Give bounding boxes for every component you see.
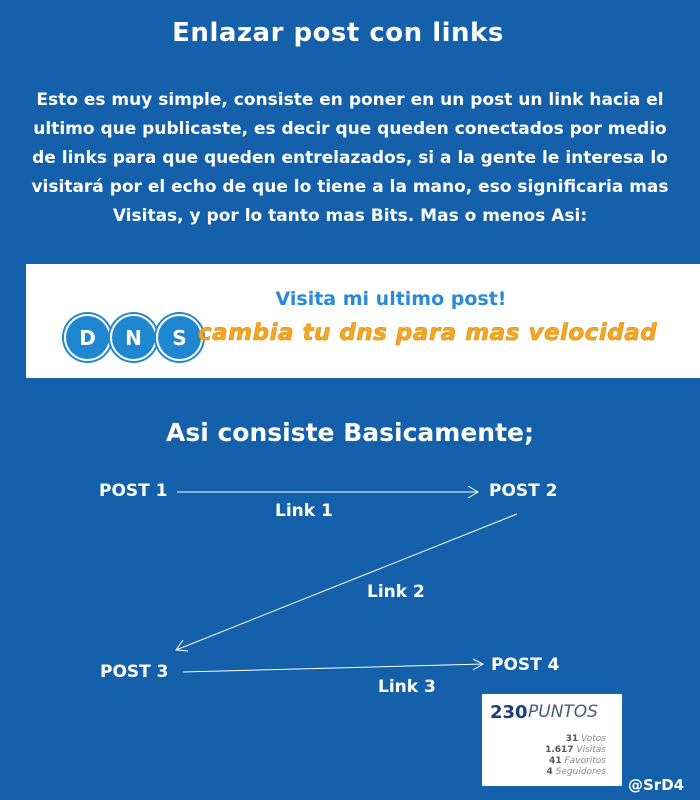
dns-logo-letter-n: N	[110, 314, 157, 361]
stat-votes: 31 Votos	[565, 734, 606, 744]
stat-visits: 1.617 Visitas	[545, 745, 606, 755]
page-title: Enlazar post con links	[172, 18, 504, 48]
post-1-label: POST 1	[99, 481, 168, 501]
author-signature: @SrD4	[628, 776, 685, 794]
section-subtitle: Asi consiste Basicamente;	[165, 418, 534, 447]
banner-slogan: cambia tu dns para mas velocidad	[198, 320, 658, 346]
points-number: 230	[490, 702, 528, 723]
dns-logo-letter-s: S	[156, 314, 203, 361]
stat-followers: 4 Seguidores	[546, 767, 606, 777]
link-3-label: Link 3	[378, 677, 436, 697]
arrow-link-3	[183, 664, 483, 672]
link-1-label: Link 1	[275, 501, 333, 521]
post-2-label: POST 2	[489, 481, 558, 501]
arrow-link-2	[176, 514, 517, 650]
intro-paragraph: Esto es muy simple, consiste en poner en un post un link hacia el ultimo que publicaste, es decir que queden conectados por medio de links para que queden entrelazados, si a la gente le interesa lo visitará por el echo de que lo tiene a la mano, eso significaria mas Visitas, y por lo tanto mas Bits. Mas o menos Asi:	[31, 90, 669, 226]
banner-heading: Visita mi ultimo post!	[275, 288, 507, 310]
points-word: PUNTOS	[528, 702, 598, 722]
points-card	[482, 694, 622, 786]
post-3-label: POST 3	[100, 662, 169, 682]
dns-logo-letter-d: D	[64, 314, 111, 361]
stat-favorites: 41 Favoritos	[549, 756, 606, 766]
link-2-label: Link 2	[367, 582, 425, 602]
post-4-label: POST 4	[491, 655, 560, 675]
